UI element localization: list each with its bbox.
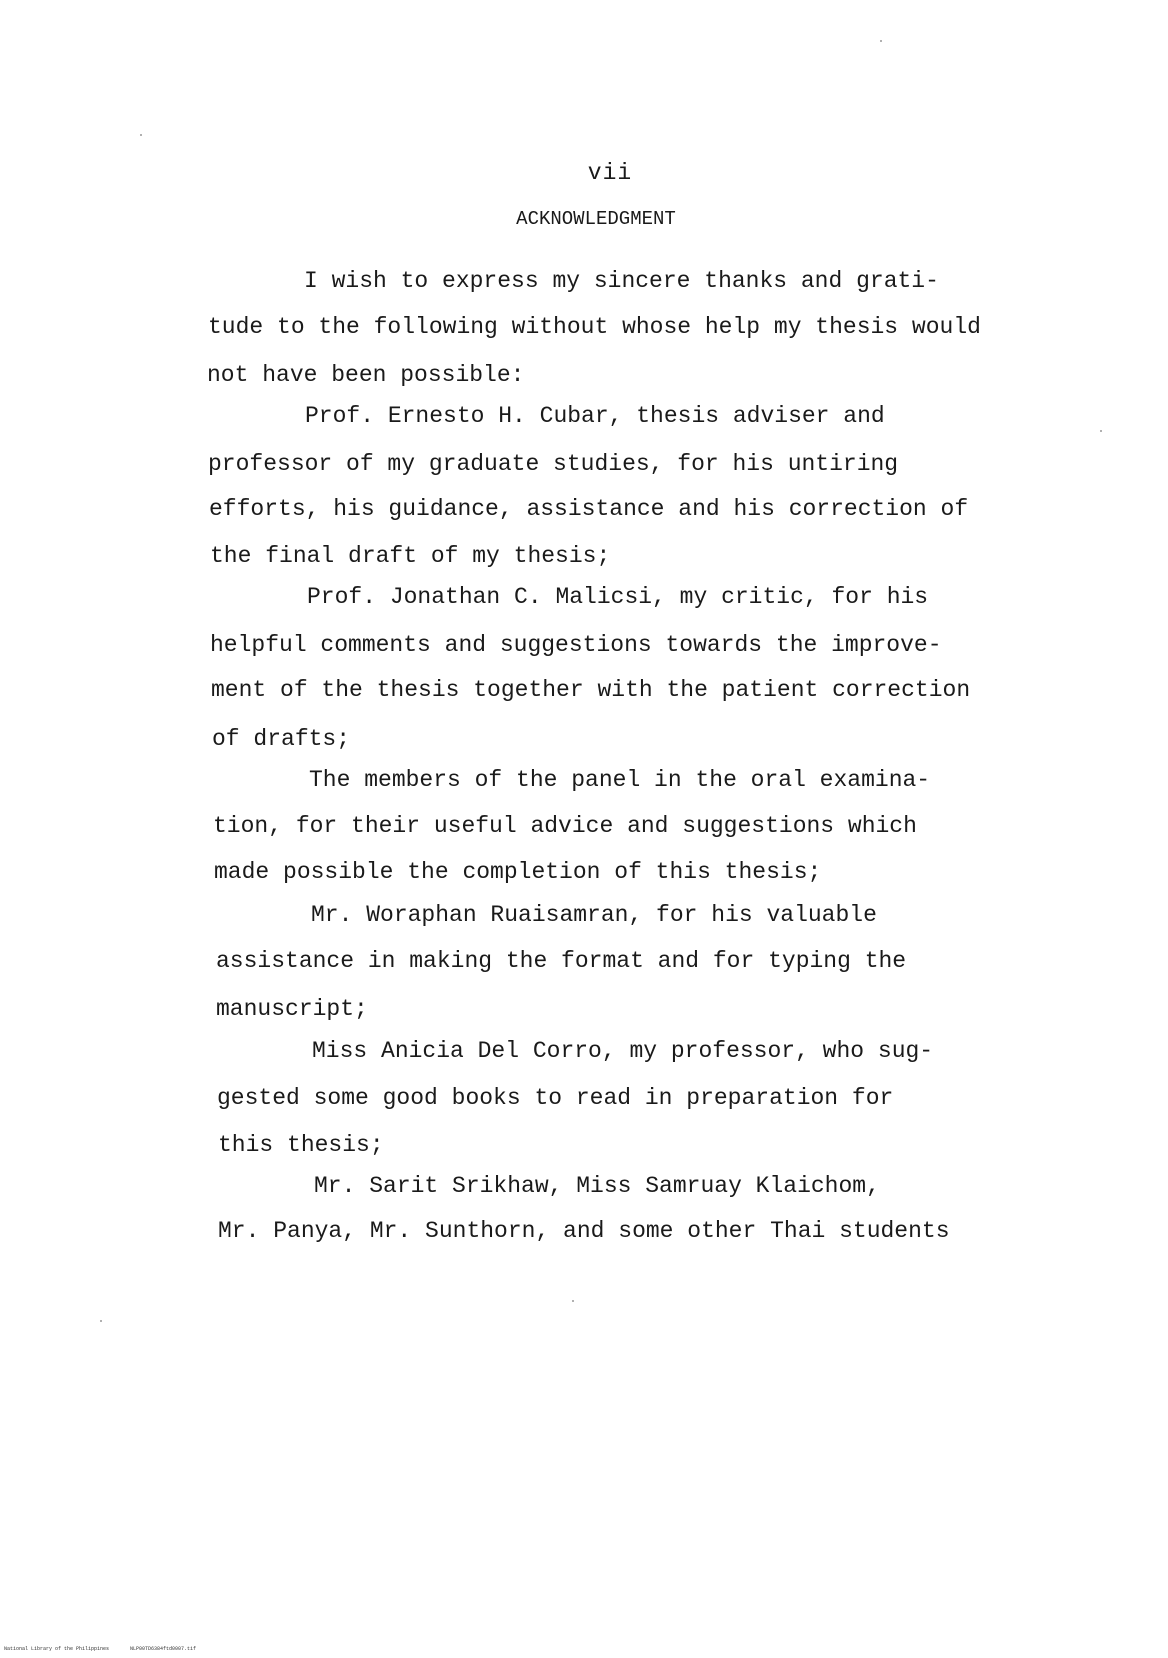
text-line: ment of the thesis together with the patient correction [211, 677, 971, 703]
text-line: made possible the completion of this thesis; [214, 859, 822, 885]
text-line: not have been possible: [207, 362, 525, 388]
page-heading: ACKNOWLEDGMENT [516, 208, 676, 230]
text-line: Prof. Ernesto H. Cubar, thesis adviser and [305, 403, 885, 429]
text-line: The members of the panel in the oral examina- [309, 767, 931, 793]
text-line: the final draft of my thesis; [210, 543, 611, 569]
scan-speck [140, 134, 142, 136]
scan-speck [100, 1320, 102, 1322]
text-line: manuscript; [216, 996, 368, 1022]
text-line: Mr. Panya, Mr. Sunthorn, and some other Thai students [218, 1218, 950, 1244]
text-line: professor of my graduate studies, for his untiring [208, 451, 899, 477]
text-line: assistance in making the format and for typing the [216, 948, 907, 974]
text-line: Miss Anicia Del Corro, my professor, who sug- [312, 1038, 934, 1064]
scan-footer [4, 1646, 214, 1652]
scan-speck [1100, 430, 1102, 432]
text-line: I wish to express my sincere thanks and grati- [304, 268, 939, 294]
text-line: this thesis; [218, 1132, 384, 1158]
text-line: Mr. Sarit Srikhaw, Miss Samruay Klaichom, [314, 1173, 880, 1199]
footer-library: National Library of the Philippines [4, 1646, 110, 1652]
text-line: of drafts; [212, 726, 351, 752]
footer-file: NLP00TD6384ftd0007.tif [130, 1646, 197, 1652]
text-line: Mr. Woraphan Ruaisamran, for his valuable [311, 902, 877, 928]
text-line: tion, for their useful advice and suggestions which [213, 813, 917, 839]
text-line: helpful comments and suggestions towards the improve- [210, 632, 942, 658]
page-number: vii [587, 160, 633, 186]
text-line: tude to the following without whose help my thesis would [208, 314, 981, 340]
text-line: gested some good books to read in preparation for [217, 1085, 894, 1111]
scan-speck [880, 40, 882, 42]
text-line: Prof. Jonathan C. Malicsi, my critic, for his [307, 584, 929, 610]
text-line: efforts, his guidance, assistance and his correction of [209, 496, 969, 522]
scan-speck [572, 1300, 574, 1302]
